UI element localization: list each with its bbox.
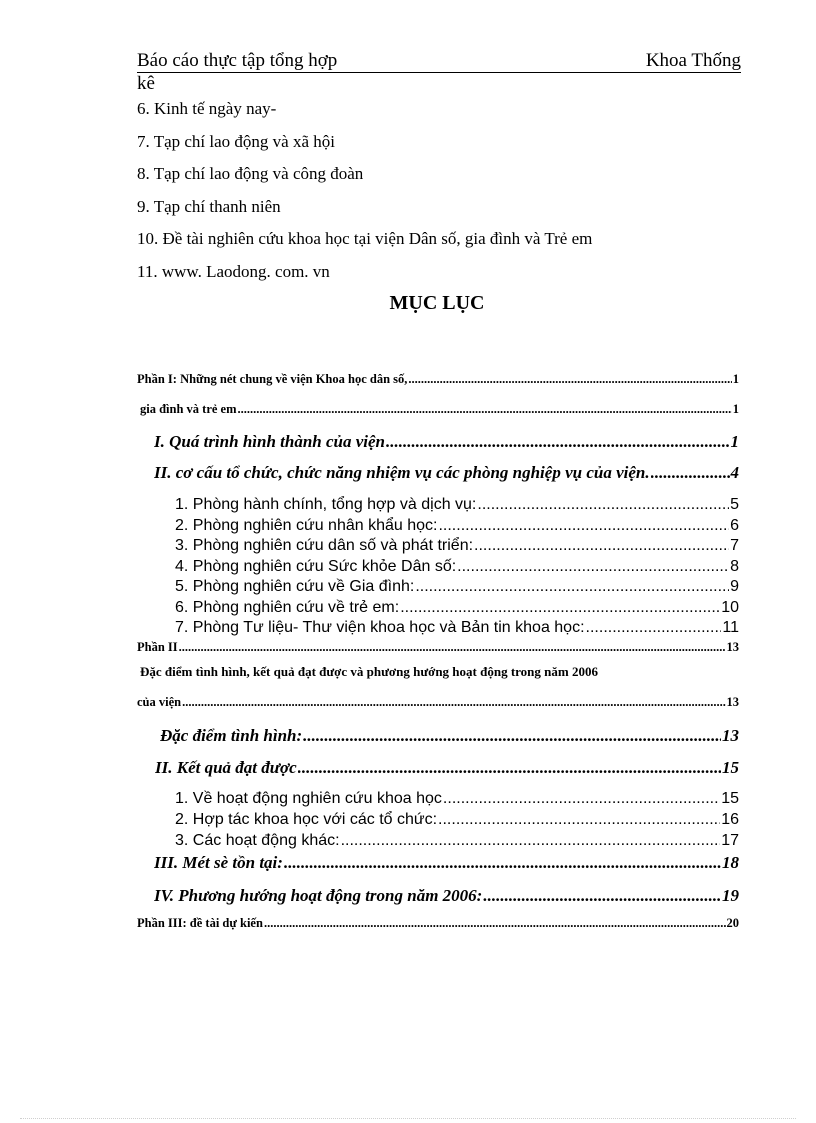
toc-entry-page: 6 <box>730 516 739 534</box>
reference-item: 9. Tạp chí thanh niên <box>137 196 281 216</box>
toc-entry <box>175 832 739 853</box>
toc-entry-page: 1 <box>730 432 739 451</box>
toc-entry-label: III. Mét sè tồn tại: <box>154 852 283 872</box>
toc-entry-page: 1 <box>732 402 739 416</box>
toc-entry <box>175 537 739 558</box>
toc-entry-page: 4 <box>730 463 739 482</box>
toc-entry <box>137 695 739 726</box>
page-bottom-divider <box>20 1118 796 1119</box>
toc-entry-label: của viện <box>137 694 182 709</box>
toc-entry-label: Phần III: đề tài dự kiến <box>137 915 263 930</box>
toc-entry-page: 19 <box>722 885 739 905</box>
toc-entry <box>175 811 739 832</box>
page-header <box>137 50 741 95</box>
toc-entry <box>137 640 739 664</box>
toc-entry-page: 7 <box>730 537 739 554</box>
reference-list <box>137 98 741 293</box>
toc-entry <box>175 578 739 599</box>
toc-entry-label: 4. Phòng nghiên cứu Sức khỏe Dân số: <box>175 557 457 575</box>
toc-entry <box>137 916 739 940</box>
toc-entry-page: 10 <box>721 598 739 616</box>
toc-entry-label: II. cơ cấu tổ chức, chức năng nhiệm vụ các phòng nghiệp vụ của viện. <box>154 463 650 482</box>
toc-entry-page: 8 <box>730 557 739 575</box>
toc-entry-label: gia đình và trẻ em <box>140 402 237 416</box>
toc-entry-label: IV. Phương hướng hoạt động trong năm 2006: <box>154 885 483 905</box>
toc-entry-label: Phần I: Những nét chung về viện Khoa học dân số, <box>137 372 408 386</box>
reference-item: 7. Tạp chí lao động và xã hội <box>137 131 335 151</box>
toc-entry <box>175 558 739 579</box>
toc-entry-label: 6. Phòng nghiên cứu về trẻ em: <box>175 598 400 616</box>
reference-item: 11. www. Laodong. com. vn <box>137 261 330 281</box>
toc-entry-page: 1 <box>732 372 739 386</box>
toc-entry <box>137 372 739 402</box>
toc-entry-label: 2. Hợp tác khoa học với các tổ chức: <box>175 810 438 828</box>
toc-entry-page: 18 <box>722 852 739 872</box>
toc-entry-label: II. Kết quả đạt được <box>155 757 297 777</box>
toc-entry-page: 13 <box>722 725 739 745</box>
reference-item: 6. Kinh tế ngày nay- <box>137 99 277 118</box>
toc-entry-page: 5 <box>730 496 739 513</box>
toc-entry-label: 3. Các hoạt động khác: <box>175 831 340 849</box>
toc-entry <box>175 599 739 620</box>
toc-entry <box>154 463 739 496</box>
toc-entry-label: 7. Phòng Tư liệu- Thư viện khoa học và Bản tin khoa học: <box>175 619 585 636</box>
toc-entry-page: 15 <box>721 789 739 807</box>
toc-entry-label: 1. Về hoạt động nghiên cứu khoa học <box>175 789 442 807</box>
toc-entry-label: Phần II <box>137 639 178 654</box>
toc-entry <box>140 402 739 432</box>
toc-entry-label: 5. Phòng nghiên cứu về Gia đình: <box>175 578 415 595</box>
toc-entry <box>154 432 739 463</box>
toc-entry-label: I. Quá trình hình thành của viện <box>154 432 386 451</box>
toc-entry-page: 9 <box>730 578 739 595</box>
toc-entry <box>175 517 739 538</box>
reference-item: 10. Đề tài nghiên cứu khoa học tại viện Dân số, gia đình và Trẻ em <box>137 229 593 248</box>
header-faculty: Khoa Thống <box>645 50 741 71</box>
toc-entry-label: 2. Phòng nghiên cứu nhân khẩu học: <box>175 516 438 534</box>
toc-entry <box>175 619 739 640</box>
toc-entry-page: 17 <box>721 831 739 849</box>
toc-entry-label: Đặc điểm tình hình, kết quả đạt được và phương hướng hoạt động trong năm 2006 <box>140 663 598 679</box>
toc-entry <box>155 758 739 790</box>
toc-entry-page: 11 <box>722 619 739 636</box>
toc-entry-label: Đặc điểm tình hình: <box>160 725 303 745</box>
toc-entry-label: 1. Phòng hành chính, tổng hợp và dịch vụ: <box>175 496 477 513</box>
toc-entry <box>154 886 739 916</box>
toc-entry-page: 13 <box>726 694 739 709</box>
toc-entry-page: 15 <box>722 757 739 777</box>
toc-entry-page: 16 <box>721 810 739 828</box>
toc-entry <box>160 726 739 758</box>
toc-entry <box>175 790 739 811</box>
toc-title: MỤC LỤC <box>389 292 485 314</box>
toc-entry-label: 3. Phòng nghiên cứu dân số và phát triển: <box>175 537 474 554</box>
table-of-contents <box>137 372 739 940</box>
reference-item: 8. Tạp chí lao động và công đoàn <box>137 164 364 183</box>
toc-entry <box>175 496 739 517</box>
header-report-title: Báo cáo thực tập tổng hợp <box>137 50 338 71</box>
toc-entry <box>140 664 739 695</box>
header-faculty-continuation: kê <box>137 73 155 94</box>
toc-entry-page: 13 <box>726 639 739 654</box>
toc-entry <box>154 853 739 886</box>
header-line <box>137 50 741 73</box>
toc-entry-page: 20 <box>726 915 739 930</box>
